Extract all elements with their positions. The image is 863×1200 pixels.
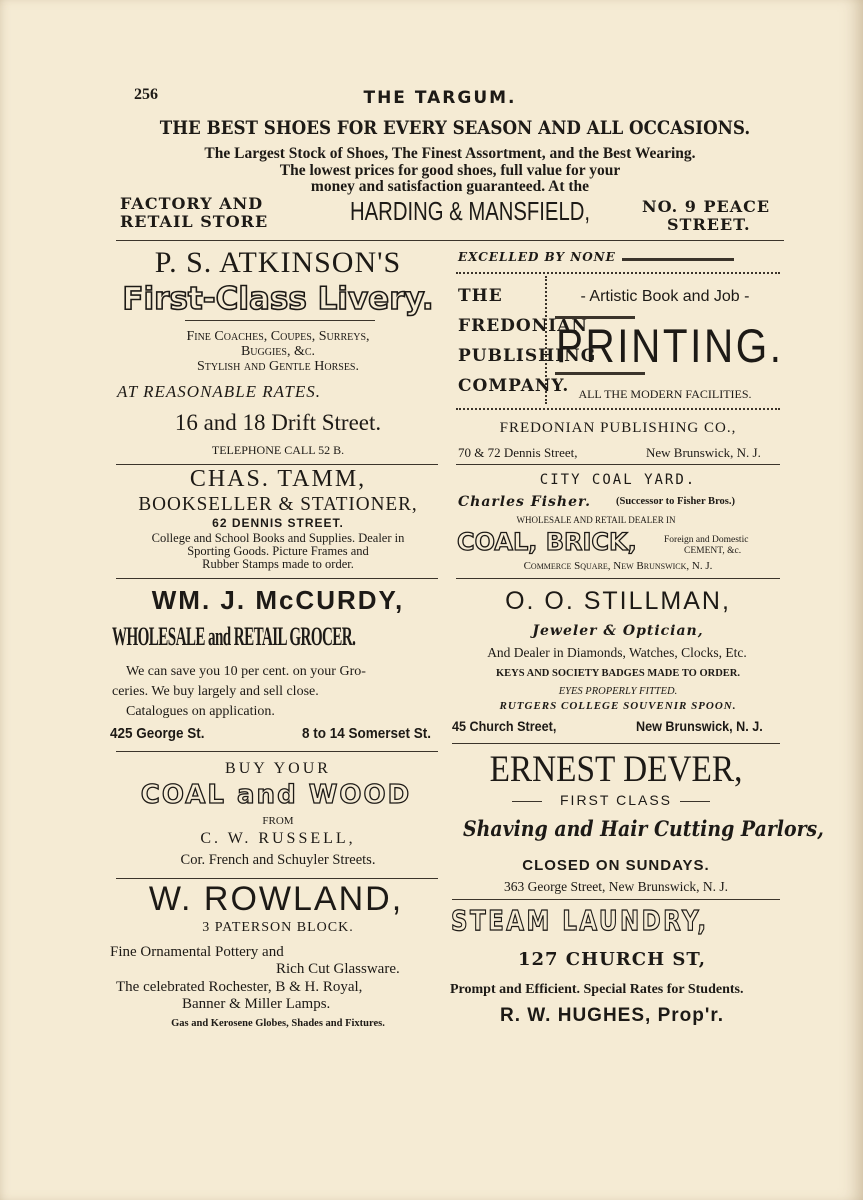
divider bbox=[622, 258, 734, 261]
divider bbox=[456, 408, 780, 410]
stillman-line-4: RUTGERS COLLEGE SOUVENIR SPOON. bbox=[499, 700, 737, 712]
divider bbox=[555, 372, 645, 375]
divider bbox=[456, 578, 780, 579]
stillman-line-1: And Dealer in Diamonds, Watches, Clocks, Etc. bbox=[487, 645, 747, 660]
laundry-owner: R. W. HUGHES, Prop'r. bbox=[500, 1005, 724, 1026]
mccurdy-line-3: Catalogues on application. bbox=[126, 704, 275, 719]
shoes-store-name: HARDING & MANSFIELD, bbox=[350, 196, 591, 226]
mccurdy-name: WM. J. McCURDY, bbox=[151, 585, 405, 615]
divider bbox=[116, 464, 438, 465]
shoes-line-2: The lowest prices for good shoes, full value for your bbox=[279, 162, 621, 179]
shoes-line-3: money and satisfaction guaranteed. At the bbox=[310, 178, 590, 195]
atkinson-name: P. S. ATKINSON'S bbox=[154, 246, 402, 279]
divider bbox=[456, 272, 780, 274]
laundry-street: 127 CHURCH ST, bbox=[517, 949, 707, 970]
fredonian-company-2: FREDONIAN bbox=[458, 316, 588, 336]
fredonian-facilities: ALL THE MODERN FACILITIES. bbox=[578, 387, 752, 401]
coal-yard-side-2: CEMENT, &c. bbox=[684, 546, 742, 556]
rowland-line-1: Fine Ornamental Pottery and bbox=[110, 944, 284, 960]
rowland-name: W. ROWLAND, bbox=[148, 880, 404, 918]
fredonian-street: 70 & 72 Dennis Street, bbox=[458, 445, 578, 460]
divider bbox=[116, 751, 438, 752]
shoes-line-1: The Largest Stock of Shoes, The Finest Assortment, and the Best Wearing. bbox=[204, 145, 696, 162]
tamm-line-2: Sporting Goods. Picture Frames and bbox=[187, 544, 369, 558]
atkinson-title: First-Class Livery. bbox=[122, 281, 434, 317]
divider bbox=[116, 578, 438, 579]
russell-address: Cor. French and Schuyler Streets. bbox=[180, 852, 376, 868]
mccurdy-line-2: ceries. We buy largely and sell close. bbox=[112, 684, 319, 699]
russell-goods: COAL and WOOD bbox=[140, 780, 412, 810]
tamm-line-3: Rubber Stamps made to order. bbox=[202, 557, 354, 571]
atkinson-line-1: Fine Coaches, Coupes, Surreys, bbox=[186, 329, 370, 344]
divider bbox=[452, 743, 780, 744]
atkinson-rates: AT REASONABLE RATES. bbox=[117, 382, 322, 401]
russell-buy: BUY YOUR bbox=[225, 760, 331, 777]
running-title: THE TARGUM. bbox=[363, 88, 517, 108]
mccurdy-address-right: 8 to 14 Somerset St. bbox=[302, 725, 432, 742]
atkinson-line-3: Stylish and Gentle Horses. bbox=[196, 359, 359, 374]
divider bbox=[116, 878, 438, 879]
atkinson-address: 16 and 18 Drift Street. bbox=[174, 410, 382, 435]
shoes-retail-label: RETAIL STORE bbox=[120, 212, 269, 231]
mccurdy-line-1: We can save you 10 per cent. on your Gro- bbox=[126, 664, 366, 679]
coal-yard-address: Commerce Square, New Brunswick, N. J. bbox=[523, 560, 713, 572]
russell-from: FROM bbox=[262, 815, 294, 827]
stillman-line-2: KEYS AND SOCIETY BADGES MADE TO ORDER. bbox=[496, 668, 740, 679]
tamm-street: 62 DENNIS STREET. bbox=[212, 516, 344, 530]
rowland-block: 3 PATERSON BLOCK. bbox=[202, 920, 354, 935]
tamm-line-1: College and School Books and Supplies. Dealer in bbox=[151, 531, 405, 545]
page-number: 256 bbox=[134, 86, 158, 103]
dever-address: 363 George Street, New Brunswick, N. J. bbox=[504, 879, 728, 894]
tamm-title: BOOKSELLER & STATIONER, bbox=[138, 493, 418, 515]
shoes-headline: THE BEST SHOES FOR EVERY SEASON AND ALL OCCASIONS. bbox=[159, 117, 751, 139]
rowland-line-3: The celebrated Rochester, B & H. Royal, bbox=[116, 979, 363, 995]
coal-yard-title: CITY COAL YARD. bbox=[539, 472, 697, 488]
mccurdy-address-left: 425 George St. bbox=[110, 725, 205, 742]
stillman-address-right: New Brunswick, N. J. bbox=[636, 718, 763, 734]
dever-class: FIRST CLASS bbox=[560, 792, 672, 808]
fredonian-printing: PRINTING. bbox=[556, 319, 784, 372]
rowland-line-5: Gas and Kerosene Globes, Shades and Fixtures. bbox=[171, 1018, 385, 1029]
coal-yard-dealer: WHOLESALE AND RETAIL DEALER IN bbox=[516, 515, 676, 525]
divider bbox=[512, 801, 542, 802]
atkinson-line-2: Buggies, &c. bbox=[240, 344, 316, 359]
coal-yard-successor: (Successor to Fisher Bros.) bbox=[616, 496, 735, 507]
laundry-title: STEAM LAUNDRY, bbox=[451, 904, 709, 937]
dever-title: Shaving and Hair Cutting Parlors, bbox=[463, 816, 824, 841]
divider bbox=[452, 899, 780, 900]
stillman-name: O. O. STILLMAN, bbox=[505, 587, 731, 615]
stillman-title: Jeweler & Optician, bbox=[532, 623, 704, 639]
laundry-line-1: Prompt and Efficient. Special Rates for Students. bbox=[450, 982, 744, 997]
dever-closed: CLOSED ON SUNDAYS. bbox=[522, 857, 710, 874]
fredonian-city: New Brunswick, N. J. bbox=[646, 445, 761, 460]
coal-yard-side-1: Foreign and Domestic bbox=[664, 535, 749, 545]
divider bbox=[185, 320, 375, 321]
coal-yard-goods: COAL, BRICK, bbox=[457, 528, 637, 556]
shoes-factory-label: FACTORY AND bbox=[120, 194, 264, 213]
tamm-name: CHAS. TAMM, bbox=[189, 466, 367, 492]
rowland-line-4: Banner & Miller Lamps. bbox=[182, 996, 331, 1012]
stillman-line-3: EYES PROPERLY FITTED. bbox=[558, 686, 678, 697]
divider bbox=[116, 240, 784, 241]
fredonian-company-1: THE bbox=[458, 286, 503, 306]
divider bbox=[680, 801, 710, 802]
fredonian-company-3: PUBLISHING bbox=[458, 346, 597, 366]
atkinson-phone: TELEPHONE CALL 52 B. bbox=[211, 443, 345, 457]
fredonian-artistic: - Artistic Book and Job - bbox=[580, 288, 750, 305]
divider bbox=[456, 464, 780, 465]
stillman-address-left: 45 Church Street, bbox=[452, 718, 557, 734]
fredonian-name: FREDONIAN PUBLISHING CO., bbox=[499, 420, 737, 436]
russell-name: C. W. RUSSELL, bbox=[200, 830, 356, 847]
shoes-address-1: NO. 9 PEACE bbox=[642, 197, 771, 216]
fredonian-tagline: EXCELLED BY NONE bbox=[458, 250, 616, 264]
dever-name: ERNEST DEVER, bbox=[489, 749, 743, 790]
shoes-address-2: STREET. bbox=[667, 215, 751, 234]
mccurdy-title: WHOLESALE and RETAIL GROCER. bbox=[112, 622, 356, 651]
rowland-line-2: Rich Cut Glassware. bbox=[276, 961, 400, 977]
coal-yard-owner: Charles Fisher. bbox=[458, 494, 591, 510]
fredonian-company-4: COMPANY. bbox=[458, 376, 570, 396]
